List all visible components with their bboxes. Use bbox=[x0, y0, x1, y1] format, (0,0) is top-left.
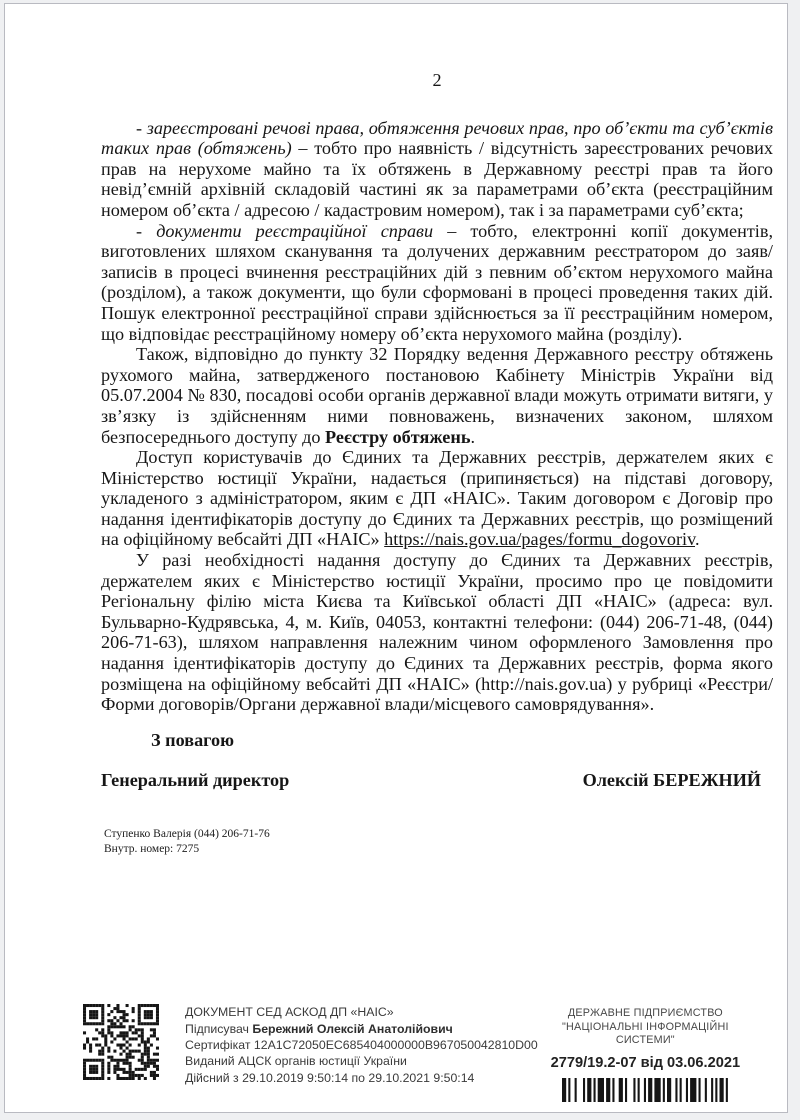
stamp-system-line: ДОКУМЕНТ СЕД АСКОД ДП «НАІС» bbox=[185, 1005, 394, 1020]
page-number: 2 bbox=[432, 70, 442, 90]
qr-code-icon bbox=[83, 1004, 159, 1080]
stamp-validity-line: Дійсний з 29.10.2019 9:50:14 по 29.10.2021 9:50:14 bbox=[185, 1070, 475, 1085]
registration-stamp bbox=[538, 1004, 753, 1102]
stamp-issuer-line: Виданий АЦСК органів юстиції України bbox=[185, 1054, 407, 1069]
executor-contact bbox=[104, 827, 773, 856]
stamp-details bbox=[185, 1004, 538, 1086]
barcode-icon bbox=[538, 1078, 753, 1102]
paragraph-encumbrances bbox=[101, 344, 773, 447]
paragraph-encumbrances-body: Також, відповідно до пункту 32 Порядку ведення Державного реєстру обтяжень рухомого майна, затвердженого постановою Кабінету Міністрів України від 05.07.2004 № 830, посадові особи органів державної влади можуть отримати витяги, у зв’язку із здійсненням ними повноважень, визначених законом, шляхом безпосереднього доступу до bbox=[101, 344, 773, 447]
paragraph-registration-file-lead: - документи реєстраційної справи bbox=[136, 220, 434, 241]
nais-forms-link[interactable]: https://nais.gov.ua/pages/formu_dogovoriv bbox=[384, 529, 696, 550]
stamp-signer-name: Бережний Олексій Анатолійович bbox=[252, 1021, 453, 1036]
executor-contact-line2: Внутр. номер: 7275 bbox=[104, 842, 200, 855]
stamp-certificate-line: Сертифікат 12A1C72050EC685404000000B967050042810D00 bbox=[185, 1038, 538, 1053]
paragraph-access-agreement bbox=[101, 447, 773, 550]
registration-org bbox=[538, 1007, 753, 1048]
document-content bbox=[5, 4, 787, 856]
signer-name: Олексій БЕРЕЖНИЙ bbox=[582, 770, 761, 791]
paragraph-registered-rights-body: – тобто про наявність / відсутність зареєстрованих речових прав на нерухоме майно та їх обтяжень в Державному реєстрі прав та його невід’ємній архівній складовій частині як за параметрами об’єкта (реєстраційним номером об’єкта / адресою / кадастровим номером), так і за параметрами суб’єкта; bbox=[101, 138, 773, 220]
paragraph-registered-rights-lead: - зареєстровані речові права, обтяження речових прав, про об’єкти та суб’єктів таких прав (обтяжень) bbox=[101, 117, 773, 159]
registration-org-line1: ДЕРЖАВНЕ ПІДПРИЄМСТВО bbox=[567, 1007, 723, 1020]
registration-org-line2: "НАЦІОНАЛЬНІ ІНФОРМАЦІЙНІ СИСТЕМИ" bbox=[562, 1020, 729, 1047]
paragraph-access-request-body: У разі необхідності надання доступу до Єдиних та Державних реєстрів, держателем яких є Міністерство юстиції України, просимо про це повідомити Регіональну філію міста Києва та Київської області ДП «НАІС» (адреса: вул. Бульварно-Кудрявська, 4, м. Київ, 04053, контактні телефони: (044) 206-71-48, (044) 206-71-63), шляхом направлення належним чином оформленого Замовлення про надання ідентифікаторів доступу до Єдиних та Державних реєстрів, форма якого розміщена на офіційному вебсайті ДП «НАІС» (http://nais.gov.ua) у рубриці «Реєстри/Форми договорів/Органи державної влади/місцевого самоврядування». bbox=[101, 550, 773, 715]
digital-signature-stamp bbox=[83, 1004, 771, 1102]
stamp-signer-label: Підписувач bbox=[185, 1021, 253, 1036]
paragraph-registered-rights bbox=[101, 118, 773, 221]
paragraph-access-request bbox=[101, 550, 773, 715]
paragraph-encumbrances-register-name: Реєстру обтяжень bbox=[325, 426, 471, 447]
paragraph-access-agreement-body: Доступ користувачів до Єдиних та Державних реєстрів, держателем яких є Міністерство юстиції України, надається (припиняється) на підставі договору, укладеного з адміністратором, яким є ДП «НАІС». Таким договором є Договір про надання ідентифікаторів доступу до Єдиних та Державних реєстрів, що розміщений на офіційному вебсайті ДП «НАІС» bbox=[101, 447, 773, 550]
document-page bbox=[4, 3, 788, 1113]
paragraph-registration-file bbox=[101, 221, 773, 345]
signer-position: Генеральний директор bbox=[101, 770, 290, 791]
paragraph-encumbrances-period: . bbox=[470, 426, 475, 447]
paragraph-access-agreement-period: . bbox=[695, 529, 700, 550]
executor-contact-line1: Ступенко Валерія (044) 206-71-76 bbox=[104, 828, 270, 840]
paragraph-registration-file-body: – тобто, електронні копії документів, виготовлених шляхом сканування та долучених державним реєстратором до заяв/записів в процесі вчинення реєстраційних дій з певним об’єктом нерухомого майна (розділом), а також документи, що були сформовані в процесі проведення таких дій. Пошук електронної реєстраційної справи здійснюється за її реєстраційним номером, що відповідає реєстраційному номеру об’єкта нерухомого майна (розділу). bbox=[101, 220, 773, 344]
registration-number: 2779/19.2-07 від 03.06.2021 bbox=[550, 1055, 741, 1071]
signature-row bbox=[101, 770, 773, 791]
salutation: З повагою bbox=[151, 729, 234, 750]
stamp-signer-line bbox=[185, 1021, 538, 1037]
